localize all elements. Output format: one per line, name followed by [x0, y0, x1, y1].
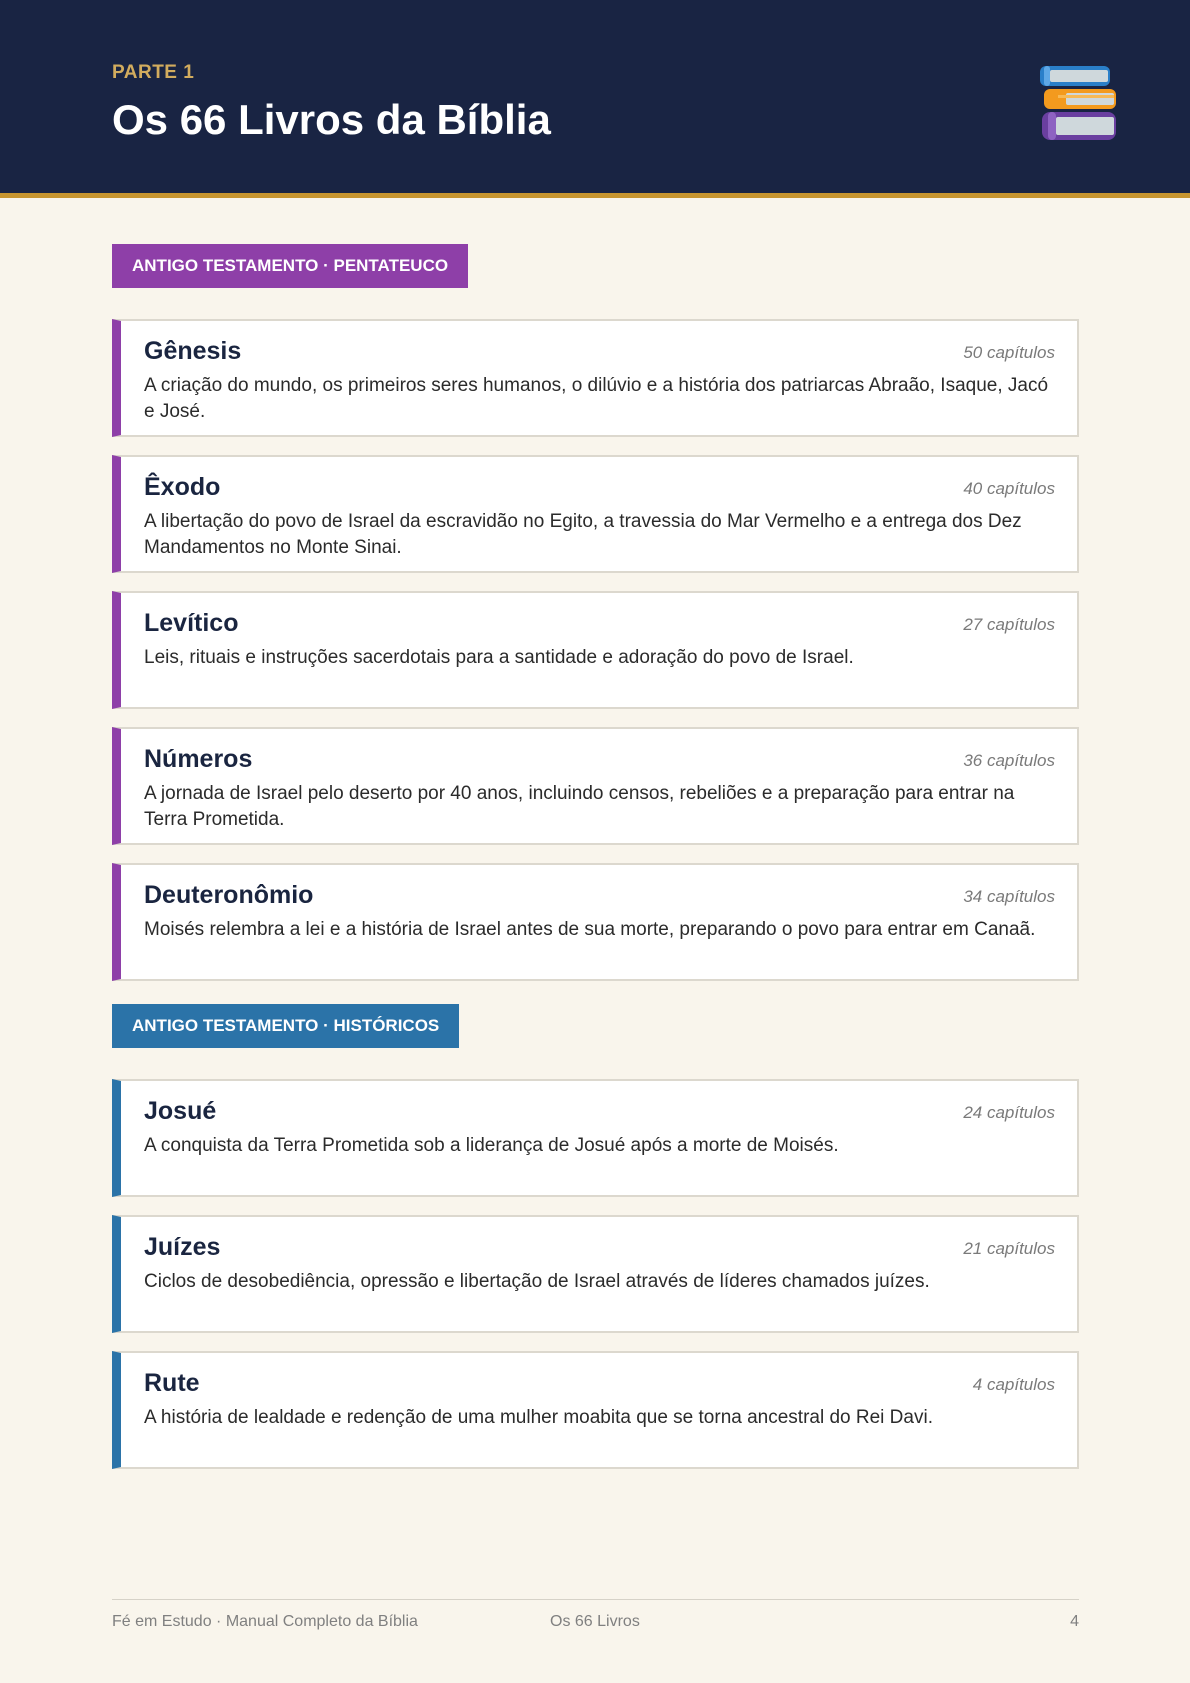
book-name: Rute — [144, 1369, 200, 1397]
book-card-genesis — [112, 319, 1079, 437]
book-description: A criação do mundo, os primeiros seres humanos, o dilúvio e a história dos patriarcas Abraão, Isaque, Jacó e José. — [144, 375, 1049, 422]
footer-publication: Fé em Estudo · Manual Completo da Bíblia — [112, 1613, 418, 1630]
book-card-levitico — [112, 591, 1079, 709]
book-name: Êxodo — [144, 473, 221, 501]
book-name: Josué — [144, 1097, 217, 1125]
book-chapters: 4 capítulos — [972, 1375, 1055, 1394]
book-description: Ciclos de desobediência, opressão e libertação de Israel através de líderes chamados juízes. — [144, 1271, 930, 1292]
book-description: A conquista da Terra Prometida sob a liderança de Josué após a morte de Moisés. — [144, 1135, 839, 1156]
page-header — [0, 0, 1190, 198]
book-name: Levítico — [144, 609, 239, 637]
book-description: A libertação do povo de Israel da escravidão no Egito, a travessia do Mar Vermelho e a entrega dos Dez Mandamentos no Monte Sinai. — [144, 511, 1022, 558]
book-chapters: 21 capítulos — [963, 1239, 1055, 1258]
book-name: Números — [144, 745, 253, 773]
book-chapters: 24 capítulos — [963, 1103, 1055, 1122]
section-badge-pentateuco: ANTIGO TESTAMENTO · PENTATEUCO — [112, 244, 468, 288]
part-label: PARTE 1 — [112, 62, 195, 83]
book-description: Leis, rituais e instruções sacerdotais para a santidade e adoração do povo de Israel. — [144, 647, 854, 668]
footer-divider — [112, 1599, 1079, 1600]
book-card-deuteronomio — [112, 863, 1079, 981]
book-card-exodo — [112, 455, 1079, 573]
book-card-numeros — [112, 727, 1079, 845]
page-number: 4 — [1070, 1613, 1079, 1630]
book-chapters: 27 capítulos — [963, 615, 1055, 634]
book-chapters: 40 capítulos — [963, 479, 1055, 498]
book-description: Moisés relembra a lei e a história de Israel antes de sua morte, preparando o povo para entrar em Canaã. — [144, 919, 1036, 940]
book-chapters: 50 capítulos — [963, 343, 1055, 362]
book-chapters: 36 capítulos — [963, 751, 1055, 770]
book-card-josue — [112, 1079, 1079, 1197]
book-chapters: 34 capítulos — [963, 887, 1055, 906]
section-badge-historicos: ANTIGO TESTAMENTO · HISTÓRICOS — [112, 1004, 459, 1048]
book-name: Gênesis — [144, 337, 242, 365]
book-description: A história de lealdade e redenção de uma mulher moabita que se torna ancestral do Rei Davi. — [144, 1407, 933, 1428]
book-name: Deuteronômio — [144, 881, 314, 909]
book-description: A jornada de Israel pelo deserto por 40 anos, incluindo censos, rebeliões e a preparação para entrar na Terra Prometida. — [144, 783, 1015, 830]
book-card-juizes — [112, 1215, 1079, 1333]
book-name: Juízes — [144, 1233, 221, 1261]
page-title: Os 66 Livros da Bíblia — [112, 96, 551, 143]
book-card-rute — [112, 1351, 1079, 1469]
books-icon — [1040, 64, 1120, 144]
footer-section: Os 66 Livros — [550, 1613, 640, 1630]
